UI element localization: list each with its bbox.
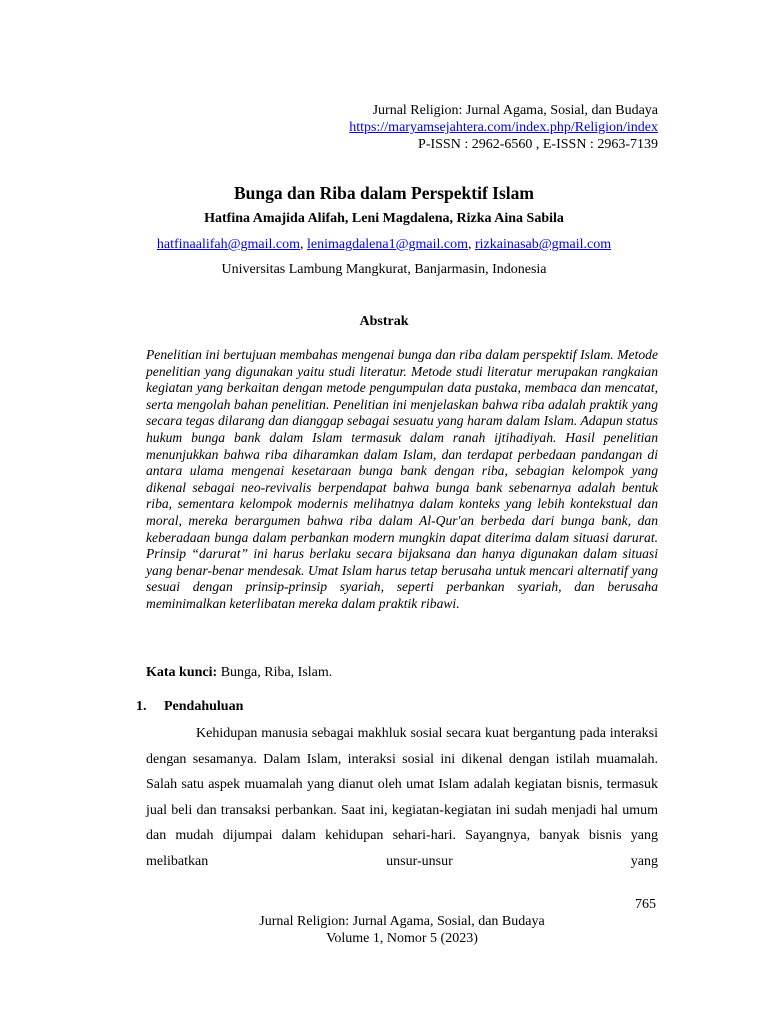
- keywords-label: Kata kunci:: [146, 665, 218, 680]
- email-link-2[interactable]: lenimagdalena1@gmail.com: [306, 237, 468, 252]
- section-number: 1.: [136, 699, 147, 714]
- author-emails: [0, 237, 768, 253]
- section-heading: [136, 699, 243, 715]
- journal-url-link[interactable]: https://maryamsejahtera.com/index.php/Religion/index: [349, 120, 658, 135]
- keywords-value: Bunga, Riba, Islam.: [217, 665, 333, 680]
- section-title: Pendahuluan: [164, 699, 244, 714]
- paper-title: Bunga dan Riba dalam Perspektif Islam: [234, 183, 534, 203]
- email-link-1[interactable]: hatfinaalifah@gmail.com: [156, 237, 300, 252]
- footer-volume: Volume 1, Nomor 5 (2023): [326, 931, 478, 946]
- paper-authors: Hatfina Amajida Alifah, Leni Magdalena, Rizka Aina Sabila: [204, 211, 564, 226]
- abstract-heading: Abstrak: [359, 314, 409, 329]
- author-affiliation: Universitas Lambung Mangkurat, Banjarmasin, Indonesia: [221, 262, 547, 277]
- section-body-text: Kehidupan manusia sebagai makhluk sosial secara kuat bergantung pada interaksi dengan sesamanya. Dalam Islam, interaksi sosial ini dikenal dengan istilah muamalah. Salah satu aspek muamalah yang dianut oleh umat Islam adalah kegiatan bisnis, termasuk jual beli dan transaksi perbankan. Saat ini, kegiatan-kegiatan ini sudah menjadi hal umum dan mudah dijumpai dalam kehidupan sehari-hari. Sayangnya, banyak bisnis yang melibatkan unsur-unsur yang: [146, 726, 658, 869]
- journal-header: [349, 102, 658, 153]
- email-separator: ,: [468, 237, 475, 252]
- page-number: 765: [635, 897, 656, 912]
- journal-name: Jurnal Religion: Jurnal Agama, Sosial, dan Budaya: [372, 103, 658, 118]
- email-link-3[interactable]: rizkainasab@gmail.com: [475, 237, 612, 252]
- email-separator: ,: [299, 237, 307, 252]
- journal-footer: [0, 913, 768, 947]
- abstract-text: Penelitian ini bertujuan membahas mengenai bunga dan riba dalam perspektif Islam. Metode penelitian yang digunakan yaitu studi literatur. Metode studi literatur merupakan rangkaian kegiatan yang berkaitan dengan metode pengumpulan data pustaka, membaca dan mencatat, serta mengolah bahan penelitian. Penelitian ini menjelaskan bahwa riba adalah praktik yang secara tegas dilarang dan dianggap sebagai sesuatu yang haram dalam Islam. Adapun status hukum bunga bank dalam Islam termasuk dalam ranah ijtihadiyah. Hasil penelitian menunjukkan bahwa riba diharamkan dalam Islam, dan terdapat perbedaan pandangan di antara ulama mengenai kesetaraan bunga bank dengan riba, sebagian kelompok yang dikenal sebagai neo-revivalis berpendapat bahwa bunga bank sebenarnya adalah bentuk riba, sementara kelompok modernis melihatnya dalam konteks yang lebih kontekstual dan moral, mereka berargumen bahwa riba dalam Al-Qur'an berbeda dari bunga bank, dan keberadaan bunga dalam perbankan modern mungkin dapat diterima dalam situasi darurat. Prinsip “darurat” ini harus berlaku secara bijaksana dan hanya digunakan dalam situasi yang benar-benar mendesak. Umat Islam harus tetap berusaha untuk mencari alternatif yang sesuai dengan prinsip-prinsip syariah, seperti perbankan syariah, dan berusaha meminimalkan keterlibatan mereka dalam praktik ribawi.: [146, 347, 658, 611]
- keywords-line: [146, 665, 332, 681]
- footer-journal-name: Jurnal Religion: Jurnal Agama, Sosial, dan Budaya: [259, 914, 545, 929]
- issn-line: P-ISSN : 2962-6560 , E-ISSN : 2963-7139: [418, 137, 658, 152]
